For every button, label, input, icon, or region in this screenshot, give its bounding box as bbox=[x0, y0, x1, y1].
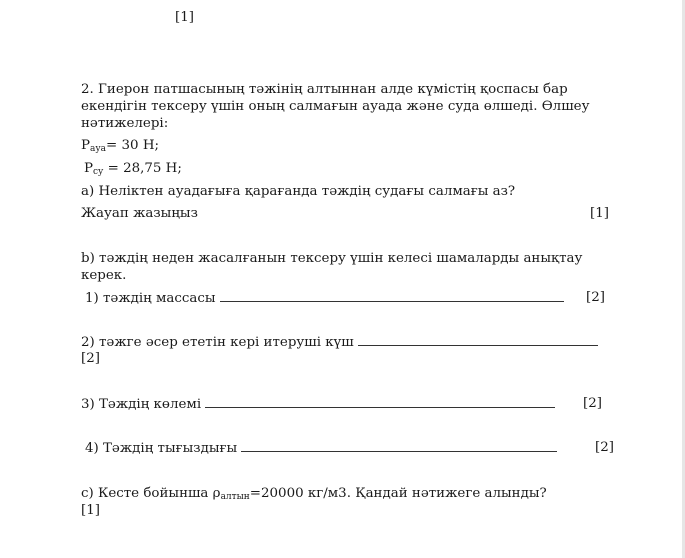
item-1-answer-line[interactable] bbox=[220, 289, 564, 302]
p-air-line: $P_{ауа}= 30$ Н; bbox=[81, 138, 160, 154]
item-4-label: 4) Тәждің тығыздығы bbox=[85, 441, 238, 456]
item-2-answer-line[interactable] bbox=[358, 333, 598, 346]
item-4-answer-line[interactable] bbox=[241, 439, 557, 452]
item-1-label: 1) тәждің массасы bbox=[85, 291, 216, 306]
question-a-text: а) Неліктен ауадағыға қарағанда тәждің судағы салмағы аз? bbox=[81, 184, 516, 199]
item-1-row bbox=[85, 289, 564, 307]
question-2-text: 2. Гиерон патшасының тәжінің алтыннан алде күмістің қоспасы бар екендігін тексеру үшін оның салмағын ауада және суда өлшеді. Өлшеу нәтижелері: bbox=[81, 82, 590, 131]
item-2-mark: [2] bbox=[81, 351, 100, 366]
item-2-label: 2) тәжге әсер ететін кері итеруші күш bbox=[81, 335, 354, 350]
top-mark: [1] bbox=[175, 10, 194, 25]
question-c-mark: [1] bbox=[81, 503, 100, 518]
question-c-text: с) Кесте бойынша $\rho_{алтын}=20000$ кг/м3. Қандай нәтижеге алынды? bbox=[81, 486, 547, 502]
question-a-mark: [1] bbox=[590, 206, 609, 221]
p-water-subscript: су bbox=[93, 167, 104, 177]
item-3-mark: [2] bbox=[583, 396, 602, 411]
item-3-answer-line[interactable] bbox=[205, 395, 555, 408]
item-4-row bbox=[85, 439, 557, 457]
item-4-mark: [2] bbox=[595, 440, 614, 455]
p-water-line: $P_{су} = 28,75$ Н; bbox=[84, 161, 182, 177]
p-air-subscript: ауа bbox=[90, 144, 107, 154]
item-3-row bbox=[81, 395, 555, 413]
question-b-text: b) тәждің неден жасалғанын тексеру үшін келесі шамаларды анықтау керек. bbox=[81, 251, 583, 283]
gold-subscript: алтын bbox=[220, 492, 250, 502]
answer-prompt: Жауап жазыңыз bbox=[81, 206, 198, 221]
item-2-row bbox=[81, 333, 598, 351]
item-1-mark: [2] bbox=[586, 290, 605, 305]
item-3-label: 3) Тәждің көлемі bbox=[81, 397, 202, 412]
